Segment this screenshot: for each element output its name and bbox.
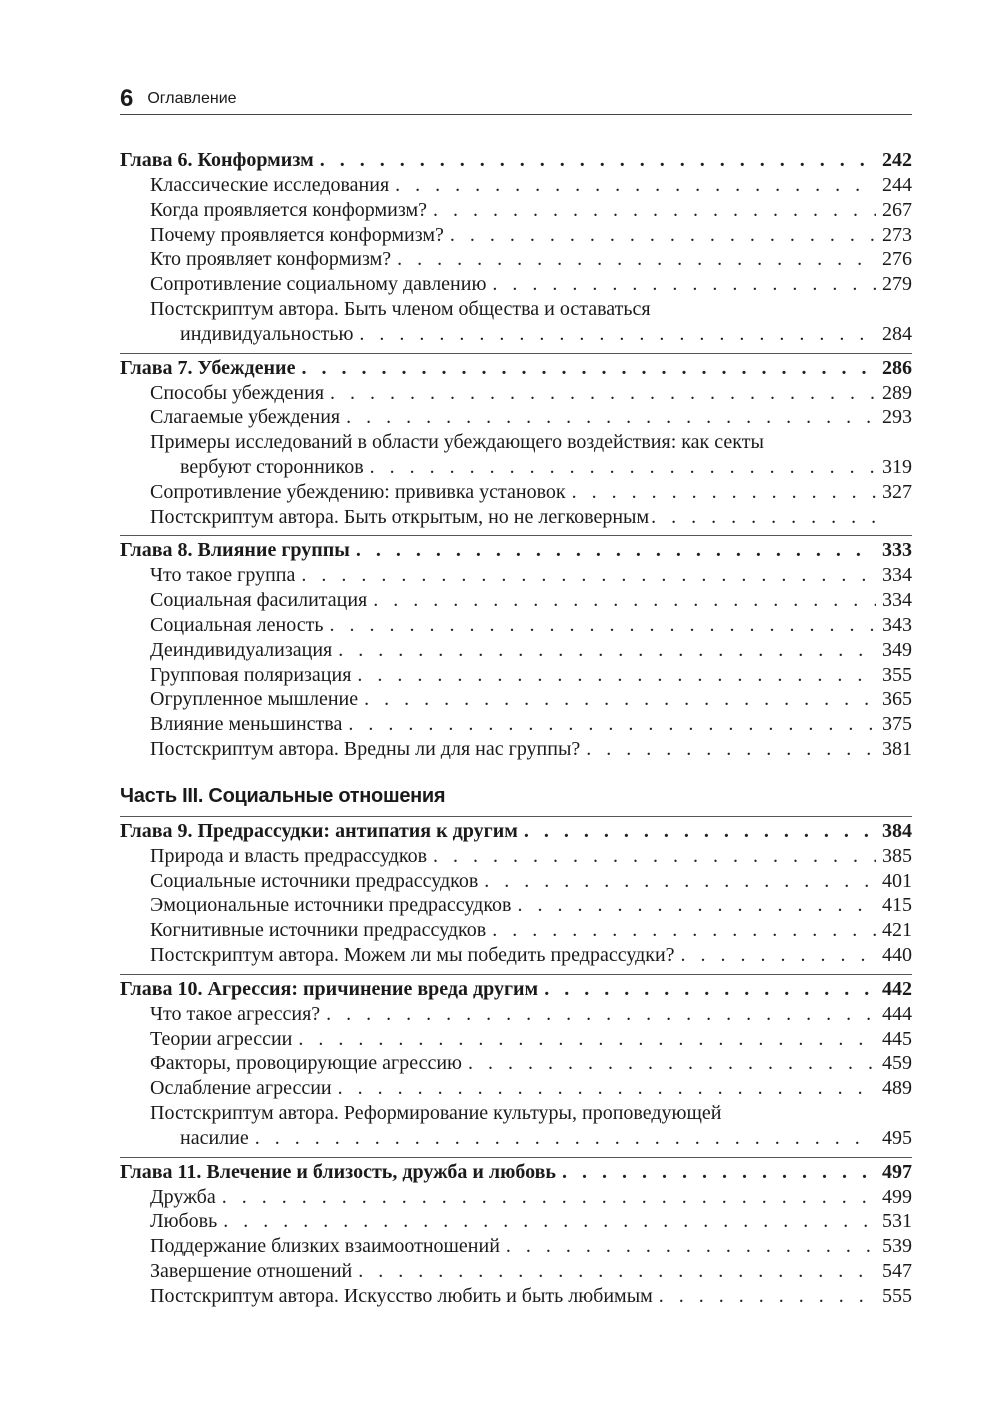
dot-leader [358,1259,876,1284]
entry-page: 365 [882,688,912,711]
dot-leader [330,381,876,406]
dot-leader [397,247,876,272]
entry-page: 289 [882,381,912,404]
toc-entry[interactable] [120,563,912,588]
toc-entry[interactable] [120,272,912,297]
entry-page: 445 [882,1027,912,1050]
entry-title: Природа и власть предрассудков [150,844,428,867]
toc-entry[interactable] [120,918,912,943]
toc-entry[interactable] [120,480,912,505]
entry-title: Почему проявляется конформизм? [150,223,444,246]
toc-entry[interactable] [120,844,912,869]
chapter-6 [120,146,912,347]
chapter-page: 333 [882,539,912,562]
entry-title: Поддержание близких взаимоотношений [150,1235,500,1258]
chapter-page: 384 [882,819,912,842]
dot-leader [338,638,876,663]
dot-leader [433,198,876,223]
toc-entry[interactable] [120,381,912,406]
toc-entry[interactable] [120,1259,912,1284]
entry-page: 273 [882,223,912,246]
chapter-page: 442 [882,977,912,1000]
toc-entry-continued[interactable] [120,455,912,480]
toc-entry[interactable] [120,1209,912,1234]
entry-title-line1[interactable]: Постскриптум автора. Реформирование культуры, проповедующей [150,1101,722,1124]
entry-page: 334 [882,564,912,587]
dot-leader [298,1027,876,1052]
toc-entry[interactable] [120,247,912,272]
chapter-page: 497 [882,1160,912,1183]
chapter-title: Глава 6. Конформизм [120,149,314,171]
chapter-heading[interactable] [120,537,912,563]
entry-title: Деиндивидуализация [150,638,333,661]
entry-title: Социальная леность [150,613,324,636]
entry-title: Когнитивные источники предрассудков [150,919,487,942]
entry-page: 284 [882,322,912,345]
entry-title: Факторы, провоцирующие агрессию [150,1052,462,1075]
entry-page: 334 [882,589,912,612]
entry-page: 555 [882,1284,912,1307]
dot-leader [544,976,876,1002]
dot-leader [506,1234,876,1259]
dot-leader [572,480,876,505]
entry-page: 421 [882,919,912,942]
entry-page: 327 [882,480,912,503]
dot-leader [356,537,876,563]
entry-title: Что такое группа [150,564,296,587]
dot-leader [395,173,876,198]
dot-leader [651,505,892,530]
dot-leader [524,818,876,844]
entry-title: Завершение отношений [150,1259,353,1282]
dot-leader [364,687,876,712]
toc-entry[interactable] [120,173,912,198]
entry-title: Огрупленное мышление [150,688,359,711]
entry-page: 276 [882,248,912,271]
dot-leader [222,1185,876,1210]
chapter-heading[interactable] [120,1159,912,1185]
entry-title: Постскриптум автора. Искусство любить и быть любимым [150,1284,653,1307]
chapter-8 [120,535,912,761]
dot-leader [357,663,876,688]
chapter-title: Глава 7. Убеждение [120,356,296,379]
dot-leader [492,918,876,943]
chapter-heading[interactable] [120,818,912,844]
entry-page: 355 [882,663,912,686]
dot-leader [223,1209,876,1234]
entry-page: 244 [882,174,912,196]
dot-leader [492,272,876,297]
entry-page: 489 [882,1077,912,1100]
dot-leader [468,1051,876,1076]
toc-entry[interactable] [120,1185,912,1210]
entry-title: Классические исследования [150,174,390,196]
chapter-page: 286 [882,356,912,379]
entry-page: 547 [882,1259,912,1282]
dot-leader [301,355,876,381]
entry-page: 495 [882,1126,912,1149]
entry-title: Постскриптум автора. Можем ли мы победить предрассудки? [150,943,675,966]
entry-page: 381 [882,737,912,760]
entry-title: Дружба [150,1185,216,1208]
entry-title: Кто проявляет конформизм? [150,248,392,271]
chapter-title: Глава 10. Агрессия: причинение вреда другим [120,977,539,1000]
entry-title: Постскриптум автора. Вредны ли для нас группы? [150,737,581,760]
toc-entry[interactable] [120,405,912,430]
toc-entry[interactable] [120,712,912,737]
dot-leader [320,147,876,173]
chapter-title: Глава 11. Влечение и близость, дружба и любовь [120,1160,556,1183]
toc-entry[interactable] [120,1076,912,1101]
chapter-10 [120,974,912,1151]
chapter-heading[interactable] [120,355,912,381]
toc-entry[interactable] [120,198,912,223]
chapter-heading[interactable] [120,976,912,1002]
entry-page: 444 [882,1002,912,1025]
running-head: Оглавление [147,90,237,107]
toc-entry[interactable] [120,1234,912,1259]
entry-title-line2: вербуют сторонников [180,455,364,478]
toc-entry[interactable] [120,223,912,248]
entry-title: Слагаемые убеждения [150,406,341,429]
entry-page: 319 [882,455,912,478]
dot-leader [348,712,876,737]
entry-title: Сопротивление социальному давлению [150,273,487,296]
dot-leader [338,1076,876,1101]
toc-entry[interactable] [120,1002,912,1027]
entry-title: Ослабление агрессии [150,1077,332,1100]
toc-entry[interactable] [120,1027,912,1052]
entry-title: Групповая поляризация [150,663,352,686]
chapter-page: 242 [882,149,912,171]
toc-entry[interactable] [120,613,912,638]
entry-page: 415 [882,894,912,917]
entry-title: Постскриптум автора. Быть открытым, но не легковерным [150,505,650,528]
toc-entry[interactable] [120,943,912,968]
dot-leader [517,893,876,918]
toc-entry[interactable] [120,663,912,688]
toc-entry[interactable] [120,505,912,530]
entry-page: 401 [882,869,912,892]
entry-title: Сопротивление убеждению: прививка установок [150,480,566,503]
toc-entry[interactable] [120,737,912,762]
entry-title: Социальные источники предрассудков [150,869,479,892]
toc-entry-continued[interactable] [120,322,912,347]
page-header [120,86,912,115]
dot-leader [659,1284,876,1309]
entry-page: 343 [882,613,912,636]
dot-leader [450,223,876,248]
chapter-heading[interactable] [120,147,912,173]
page-number: 6 [120,85,134,112]
entry-title: Способы убеждения [150,381,325,404]
entry-title: Теории агрессии [150,1027,293,1050]
dot-leader [586,737,876,762]
dot-leader [255,1126,876,1151]
entry-page: 267 [882,198,912,221]
entry-page: 293 [882,406,912,429]
toc-entry[interactable] [120,869,912,894]
entry-title: Эмоциональные источники предрассудков [150,894,512,917]
entry-title-line2: индивидуальностью [180,322,354,345]
chapter-11 [120,1157,912,1309]
chapter-9 [120,816,912,968]
chapter-title: Глава 9. Предрассудки: антипатия к другим [120,819,518,842]
chapter-7 [120,353,912,530]
entry-page: 375 [882,713,912,736]
entry-title: Социальная фасилитация [150,589,368,612]
entry-title-line1[interactable]: Постскриптум автора. Быть членом общества и оставаться [150,297,651,320]
entry-title: Что такое агрессия? [150,1002,321,1025]
dot-leader [359,322,876,347]
toc-entry[interactable] [120,687,912,712]
dot-leader [346,405,876,430]
toc-entry[interactable] [120,1051,912,1076]
table-of-contents [120,146,912,1314]
entry-page: 499 [882,1185,912,1208]
chapter-title: Глава 8. Влияние группы [120,539,350,562]
entry-title-line2: насилие [180,1126,249,1149]
entry-title: Влияние меньшинства [150,713,343,736]
dot-leader [562,1159,876,1185]
dot-leader [301,563,876,588]
dot-leader [433,844,876,869]
dot-leader [681,943,876,968]
entry-page: 539 [882,1235,912,1258]
toc-entry-continued[interactable] [120,1126,912,1151]
entry-title: Когда проявляется конформизм? [150,198,427,221]
dot-leader [326,1002,876,1027]
toc-entry[interactable] [120,1284,912,1309]
dot-leader [329,613,876,638]
dot-leader [484,869,876,894]
entry-title-line1[interactable]: Примеры исследований в области убеждающего воздействия: как секты [150,431,764,454]
entry-page: 440 [882,943,912,966]
entry-page: 459 [882,1052,912,1075]
entry-page: 349 [882,638,912,661]
part-heading[interactable]: Часть III. Социальные отношения [120,784,446,807]
dot-leader [370,455,876,480]
toc-entry[interactable] [120,893,912,918]
toc-entry[interactable] [120,638,912,663]
entry-page: 385 [882,844,912,867]
entry-page: 279 [882,273,912,296]
entry-title: Любовь [150,1210,218,1233]
toc-entry[interactable] [120,588,912,613]
entry-page: 531 [882,1210,912,1233]
dot-leader [373,588,876,613]
